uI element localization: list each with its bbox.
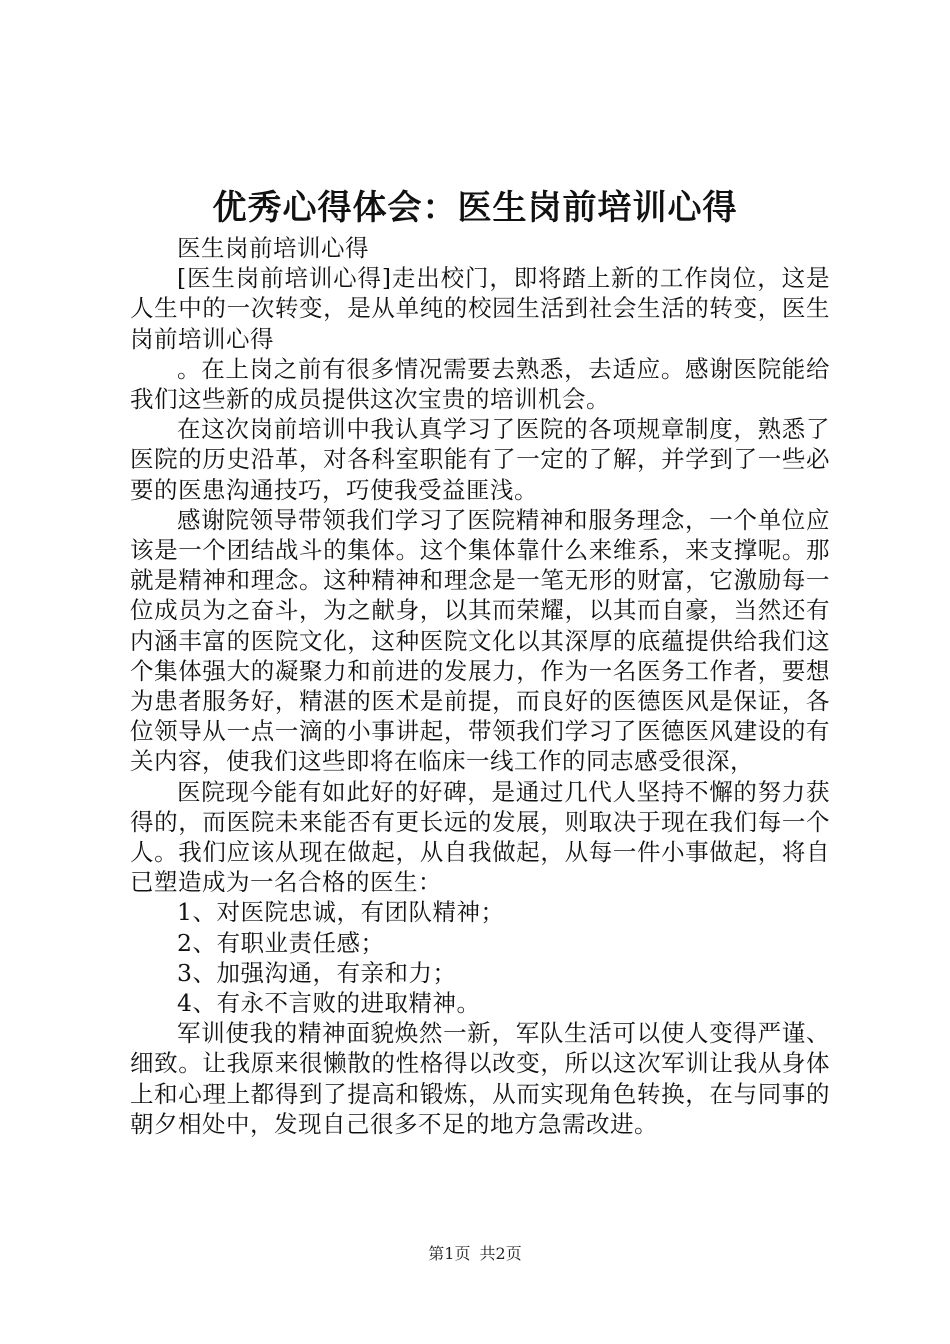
- paragraph: [医生岗前培训心得]走出校门，即将踏上新的工作岗位，这是人生中的一次转变，是从单纯的校园生活到社会生活的转变，医生岗前培训心得: [130, 264, 830, 353]
- list-item: 1、对医院忠诚，有团队精神；: [177, 898, 505, 927]
- list-item: 2、有职业责任感；: [177, 928, 385, 957]
- paragraph: 医生岗前培训心得: [177, 234, 369, 262]
- page-number: 第1页: [428, 1244, 471, 1263]
- document-body: [130, 233, 830, 1139]
- document-title: 优秀心得体会：医生岗前培训心得: [212, 188, 738, 228]
- page-footer: [0, 1243, 950, 1265]
- paragraph: 感谢院领导带领我们学习了医院精神和服务理念，一个单位应该是一个团结战斗的集体。这个集体靠什么来维系，来支撑呢。那就是精神和理念。这种精神和理念是一笔无形的财富，它激励每一位成员为之奋斗，为之献身，以其而荣耀，以其而自豪，当然还有内涵丰富的医院文化，这种医院文化以其深厚的底蕴提供给我们这个集体强大的凝聚力和前进的发展力，作为一名医务工作者，要想为患者服务好，精湛的医术是前提，而良好的医德医风是保证，各位领导从一点一滴的小事讲起，带领我们学习了医德医风建设的有关内容，使我们这些即将在临床一线工作的同志感受很深，: [130, 505, 830, 776]
- paragraph: 。在上岗之前有很多情况需要去熟悉，去适应。感谢医院能给我们这些新的成员提供这次宝贵的培训机会。: [130, 354, 830, 414]
- page-total: 共2页: [479, 1244, 522, 1263]
- paragraph: 医院现今能有如此好的好碑，是通过几代人坚持不懈的努力获得的，而医院未来能否有更长远的发展，则取决于现在我们每一个人。我们应该从现在做起，从自我做起，从每一件小事做起，将自已塑造成为一名合格的医生：: [130, 777, 830, 897]
- list-item: 3、加强沟通，有亲和力；: [177, 958, 457, 987]
- paragraph: 在这次岗前培训中我认真学习了医院的各项规章制度，熟悉了医院的历史沿革，对各科室职能有了一定的了解，并学到了一些必要的医患沟通技巧，巧使我受益匪浅。: [130, 415, 830, 504]
- list-item: 4、有永不言败的进取精神。: [177, 989, 481, 1018]
- paragraph: 军训使我的精神面貌焕然一新，军队生活可以使人变得严谨、细致。让我原来很懒散的性格得以改变，所以这次军训让我从身体上和心理上都得到了提高和锻炼，从而实现角色转换，在与同事的朝夕相处中，发现自己很多不足的地方急需改进。: [130, 1019, 830, 1138]
